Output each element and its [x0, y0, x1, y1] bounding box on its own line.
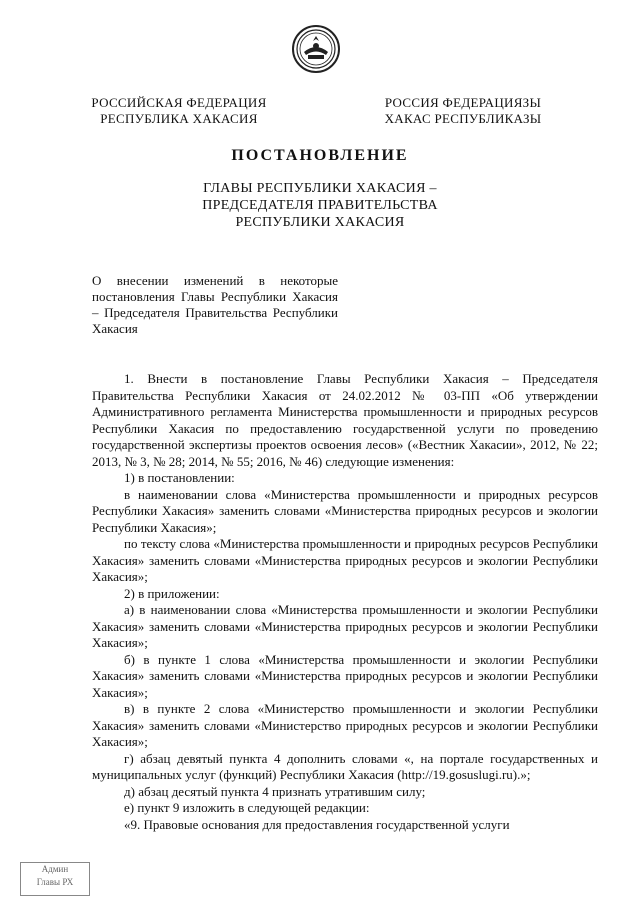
subtitle-line2: ПРЕДСЕДАТЕЛЯ ПРАВИТЕЛЬСТВА	[202, 198, 438, 213]
coat-of-arms-emblem	[291, 24, 341, 74]
paragraph-3: в наименовании слова «Министерства промышленности и природных ресурсов Республики Хакасия» заменить словами «Министерства природных ресурсов и экологии Республики Хакасия»;	[92, 486, 598, 535]
header-left-line2: РЕСПУБЛИКА ХАКАСИЯ	[100, 111, 258, 126]
paragraph-11: е) пункт 9 изложить в следующей редакции:	[124, 800, 370, 815]
registration-stamp	[20, 862, 90, 896]
document-body	[92, 371, 598, 833]
document-title: ПОСТАНОВЛЕНИЕ	[231, 147, 409, 164]
paragraph-8: в) в пункте 2 слова «Министерство промышленности и экологии Республики Хакасия» заменить словами «Министерство природных ресурсов и экологии Республики Хакасия»;	[92, 701, 598, 749]
paragraph-9: г) абзац девятый пункта 4 дополнить словами «, на портале государственных и муниципальных услуг (функций) Республики Хакасия (http://19.gosuslugi.ru).»;	[92, 750, 598, 782]
paragraph-4: по тексту слова «Министерства промышленности и природных ресурсов Республики Хакасия» заменить словами «Министерства природных ресурсов и экологии Республики Хакасия»;	[92, 536, 598, 584]
paragraph-6: а) в наименовании слова «Министерства промышленности и экологии Республики Хакасия» заменить словами «Министерства природных ресурсов и экологии Республики Хакасия»;	[92, 602, 598, 650]
paragraph-2: 1) в постановлении:	[124, 470, 235, 485]
subtitle-line1: ГЛАВЫ РЕСПУБЛИКИ ХАКАСИЯ –	[203, 181, 437, 196]
stamp-line1: Админ	[41, 864, 69, 874]
paragraph-7: б) в пункте 1 слова «Министерства промышленности и экологии Республики Хакасия» заменить словами «Министерства природных ресурсов и экологии Республики Хакасия»;	[92, 651, 598, 700]
paragraph-5: 2) в приложении:	[124, 585, 220, 601]
paragraph-1: 1. Внести в постановление Главы Республики Хакасия – Председателя Правительства Республики Хакасия от 24.02.2012 № 03-ПП «Об утверждении Административного регламента Министерства промышленности и природных ресурсов Республики Хакасия по предоставлению государственной услуги по проведению государственной экспертизы проектов освоения лесов» («Вестник Хакасии», 2012, № 22; 2013, № 3, № 28; 2014, № 55; 2016, № 46) следующие изменения:	[92, 371, 598, 469]
document-about: О внесении изменений в некоторые постановления Главы Республики Хакасия – Председателя Правительства Республики Хакасия	[92, 273, 338, 336]
header-left-line1: РОССИЙСКАЯ ФЕДЕРАЦИЯ	[91, 95, 267, 110]
paragraph-12: «9. Правовые основания для предоставления государственной услуги	[124, 816, 510, 832]
header-russian	[88, 95, 270, 127]
stamp-line2: Главы РХ	[36, 877, 74, 887]
header-khakas	[383, 95, 543, 127]
subtitle-line3: РЕСПУБЛИКИ ХАКАСИЯ	[235, 215, 405, 230]
document-subtitle	[120, 180, 520, 231]
header-right-line2: ХАКАС РЕСПУБЛИКАЗЫ	[384, 111, 542, 126]
paragraph-10: д) абзац десятый пункта 4 признать утратившим силу;	[124, 783, 426, 799]
header-right-line1: РОССИЯ ФЕДЕРАЦИЯЗЫ	[384, 95, 542, 110]
